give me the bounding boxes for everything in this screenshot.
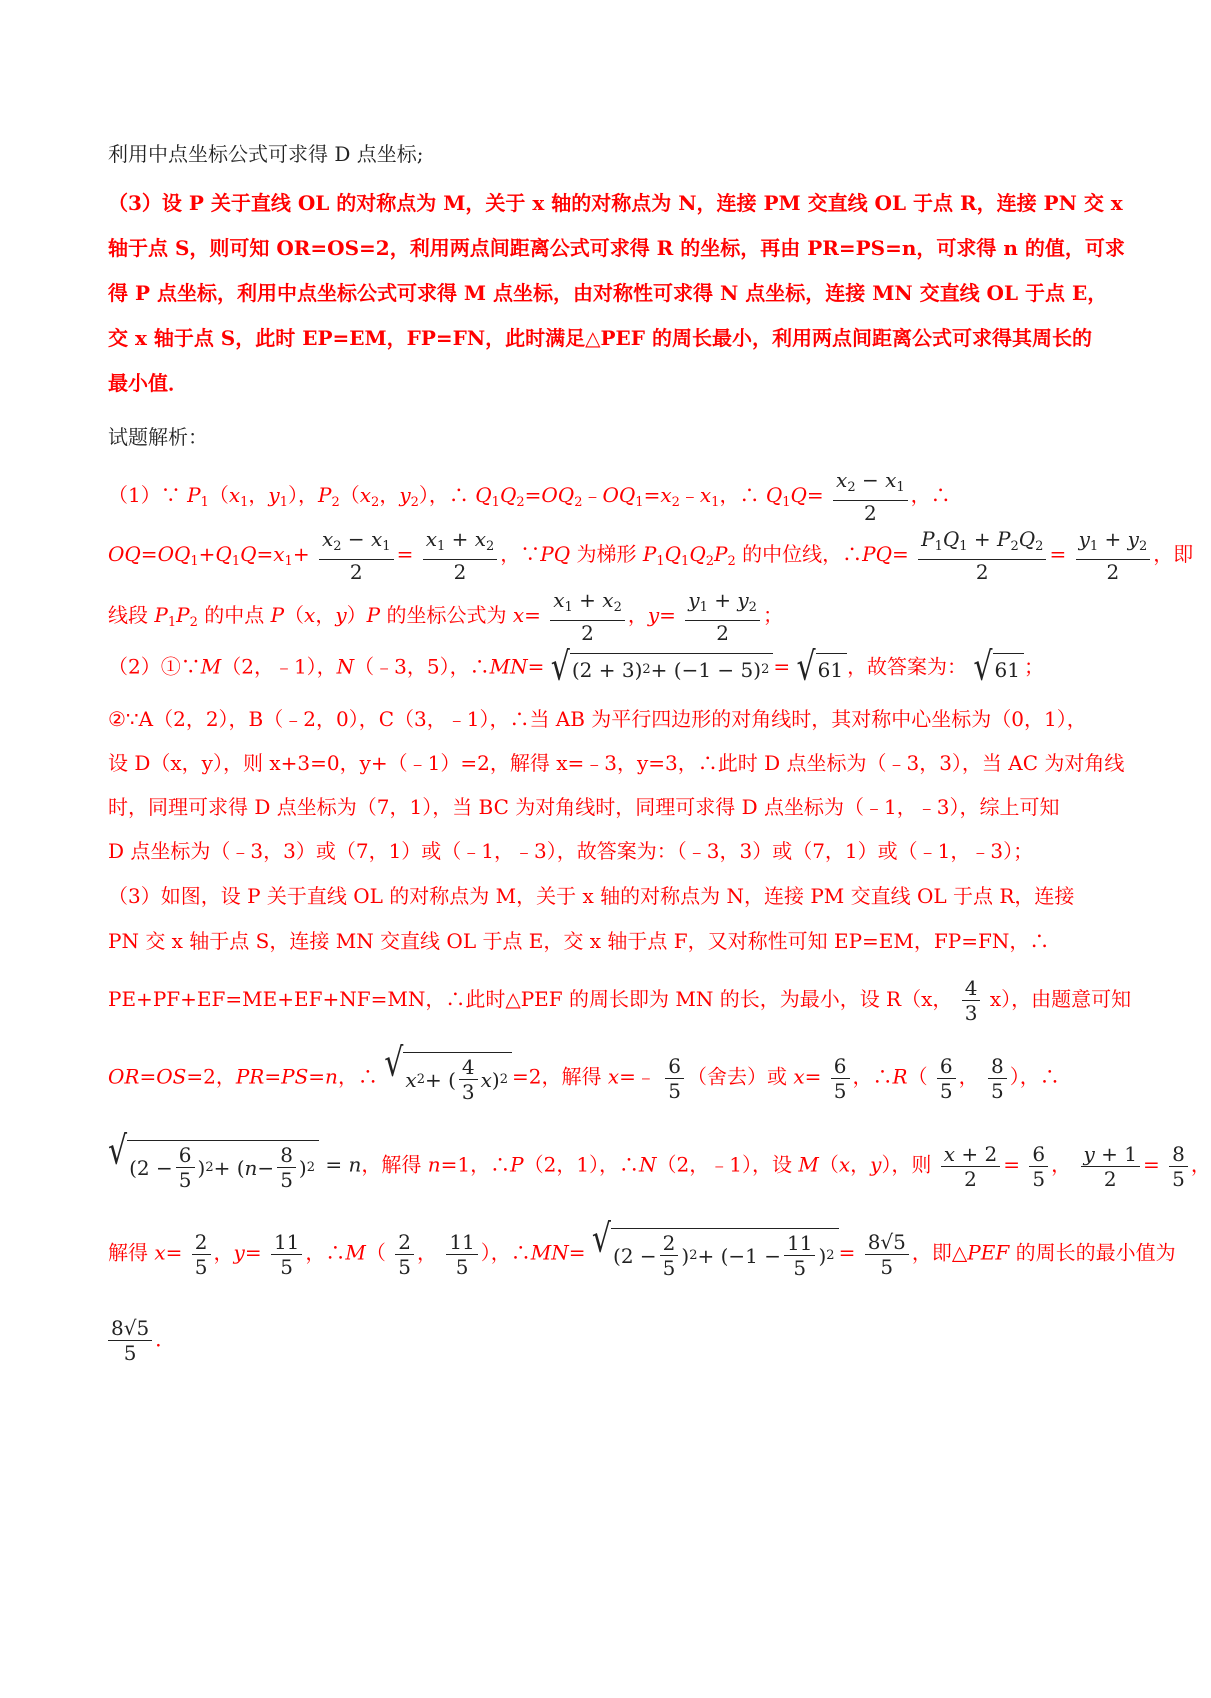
intro-line: 利用中点坐标公式可求得 D 点坐标;	[108, 142, 424, 166]
part2-line-5: D 点坐标为（﹣3，3）或（7，1）或（﹣1，﹣3），故答案为：（﹣3，3）或（7，1）或（﹣1，﹣3）；	[108, 839, 1034, 863]
frac-4-3-den: 3	[964, 1001, 978, 1025]
frac-4-3-num: 4	[962, 976, 981, 1001]
analysis-title: 试题解析：	[108, 425, 208, 449]
hint-line-2: 轴于点 S，则可知 OR=OS=2，利用两点间距离公式可求得 R 的坐标，再由 PR=PS=n，可求得 n 的值，可求	[108, 236, 1125, 260]
part2-line-3: 设 D（x，y），则 x+3=0，y+（﹣1）=2，解得 x=﹣3，y=3，∴此时 D 点坐标为（﹣3，3），当 AC 为对角线	[108, 751, 1125, 775]
part1-line-1: （1）∵ $P_1(x_1$，$y_1$），$P_2(x_2$，$y_2$），∴ $Q_1Q_2=OQ_2﹣OQ_1=x_2﹣x_1$，∴ $Q_1Q=$ $\frac{x_2 - x_1}{2}$ ，∴	[108, 468, 951, 525]
hint-line-4: 交 x 轴于点 S，此时 EP=EM，FP=FN，此时满足△PEF 的周长最小，利用两点间距离公式可求得其周长的	[108, 326, 1092, 350]
hint-line-3: 得 P 点坐标，利用中点坐标公式可求得 M 点坐标，由对称性可求得 N 点坐标，连接 MN 交直线 OL 于点 E，	[108, 281, 1108, 305]
part3-line-4: OR=OS=2，PR=PS=n，∴ √ x 2 + ( $\frac{4}{3}$ x ) 2 =2，解得 x=﹣ $\frac{6}{5}$ （舍去）或 x= $\frac{6}{5}$ ，∴R（ $\frac{6}{5}$ ， $\frac{8}{5}$ ），∴	[108, 1040, 1060, 1104]
part2-line-4: 时，同理可求得 D 点坐标为（7，1），当 BC 为对角线时，同理可求得 D 点坐标为（﹣1，﹣3），综上可知	[108, 795, 1060, 819]
hint-line-5: 最小值．	[108, 371, 188, 395]
part3-line-3	[108, 976, 1132, 1025]
part3-line-3-text: PE+PF+EF=ME+EF+NF=MN，∴此时△PEF 的周长即为 MN 的长，为最小，设 R（x，	[108, 987, 953, 1011]
part2-line-2: ②∵A（2，2），B（﹣2，0），C（3，﹣1），∴当 AB 为平行四边形的对角线时，其对称中心坐标为（0，1），	[108, 707, 1087, 731]
part1-line-2: $OQ=OQ_1+Q_1Q=x_1+$ $\frac{x_2 - x_1}{2}$ = $\frac{x_1 + x_2}{2}$ ，∵PQ 为梯形 $P_1Q_1Q_2P_2$ 的中位线，∴PQ= $\frac{P_1Q_1 + P_2Q_2}{2}$ = $\frac{y_1 + y_2}{2}$ ，即	[108, 527, 1194, 584]
part3-line-5: √ (2 − $\frac{6}{5}$ ) 2 + ( n − $\frac{8}{5}$ ) 2 = n，解得 n=1，∴P（2，1），∴N（2，﹣1），设 M（x，y），则 $\frac{x + 2}{2}$ = $\frac{6}{5}$ ， $\frac{y + 1}{2}$ = $\frac{8}{5}$ ，	[108, 1128, 1211, 1192]
hint-line-1: （3）设 P 关于直线 OL 的对称点为 M，关于 x 轴的对称点为 N，连接 PM 交直线 OL 于点 R，连接 PN 交 x	[108, 191, 1123, 215]
part3-line-3-tail: x），由题意可知	[989, 987, 1132, 1011]
part3-line-7: $\frac{8√5}{5}$ ．	[108, 1316, 1110, 1365]
part1-line-3: 线段 $P_1P_2$ 的中点 P（x，y）P 的坐标公式为 x= $\frac{x_1 + x_2}{2}$ ，y= $\frac{y_1 + y_2}{2}$ ；	[108, 588, 783, 645]
part3-line-2: PN 交 x 轴于点 S，连接 MN 交直线 OL 于点 E，交 x 轴于点 F，又对称性可知 EP=EM，FP=FN，∴	[108, 929, 1050, 953]
part2-line-1: （2）①∵M（2，﹣1），N（﹣3，5），∴MN= √ (2 + 3) 2 + (−1 − 5) 2 = √ 61 ，故答案为： √ 61 ；	[108, 644, 1044, 691]
part3-line-6: 解得 x= $\frac{2}{5}$ ，y= $\frac{11}{5}$ ，∴M（ $\frac{2}{5}$ ， $\frac{11}{5}$ ），∴MN= √ (2 − $\frac{2}{5}$ ) 2 + (−1 − $\frac{11}{5}$ ) 2 = $\frac{8√5}{5}$ ，即△PEF 的周长的最小值为	[108, 1216, 1176, 1280]
part3-line-1: （3）如图，设 P 关于直线 OL 的对称点为 M，关于 x 轴的对称点为 N，连接 PM 交直线 OL 于点 R，连接	[108, 884, 1075, 908]
